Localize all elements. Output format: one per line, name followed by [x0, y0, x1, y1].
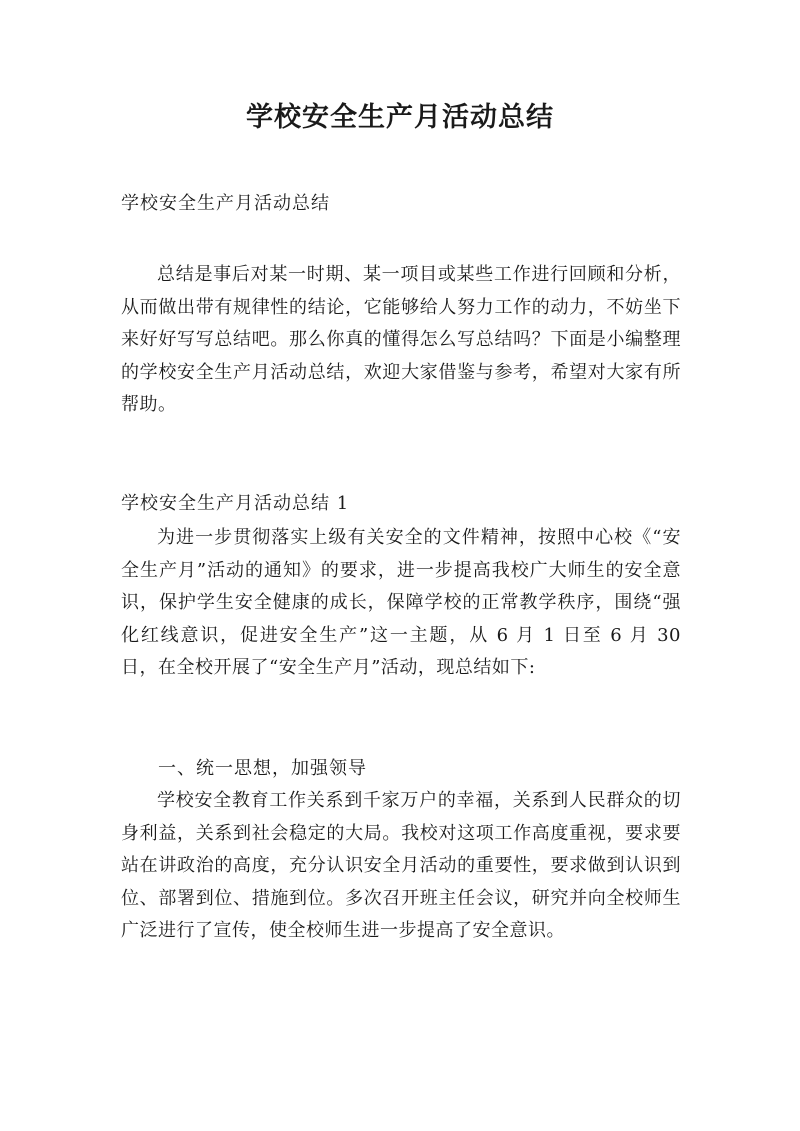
document-title: 学校安全生产月活动总结 — [246, 102, 554, 133]
intro-paragraph: 总结是事后对某一时期、某一项目或某些工作进行回顾和分析，从而做出带有规律性的结论，它能够给人努力工作的动力，不妨坐下来好好写写总结吧。那么你真的懂得怎么写总结吗？下面是小编整理的学校安全生产月活动总结，欢迎大家借鉴与参考，希望对大家有所帮助。 — [121, 264, 681, 415]
document-subtitle: 学校安全生产月活动总结 — [121, 193, 330, 214]
section-1-paragraph-2: 学校安全教育工作关系到千家万户的幸福，关系到人民群众的切身利益，关系到社会稳定的大局。我校对这项工作高度重视，要求要站在讲政治的高度，充分认识安全月活动的重要性，要求做到认识到位、部署到位、措施到位。多次召开班主任会议，研究并向全校师生广泛进行了宣传，使全校师生进一步提高了安全意识。 — [121, 790, 681, 941]
section-1-heading: 学校安全生产月活动总结 1 — [121, 493, 350, 514]
section-1-subheading-1: 一、统一思想，加强领导 — [158, 758, 367, 779]
section-1-paragraph-1: 为进一步贯彻落实上级有关安全的文件精神，按照中心校《“安全生产月”活动的通知》的要求，进一步提高我校广大师生的安全意识，保护学生安全健康的成长，保障学校的正常教学秩序，围绕“强化红线意识，促进安全生产”这一主题，从 6 月 1 日至 6 月 30 日，在全校开展了“安全生产月”活动，现总结如下: — [121, 527, 681, 678]
